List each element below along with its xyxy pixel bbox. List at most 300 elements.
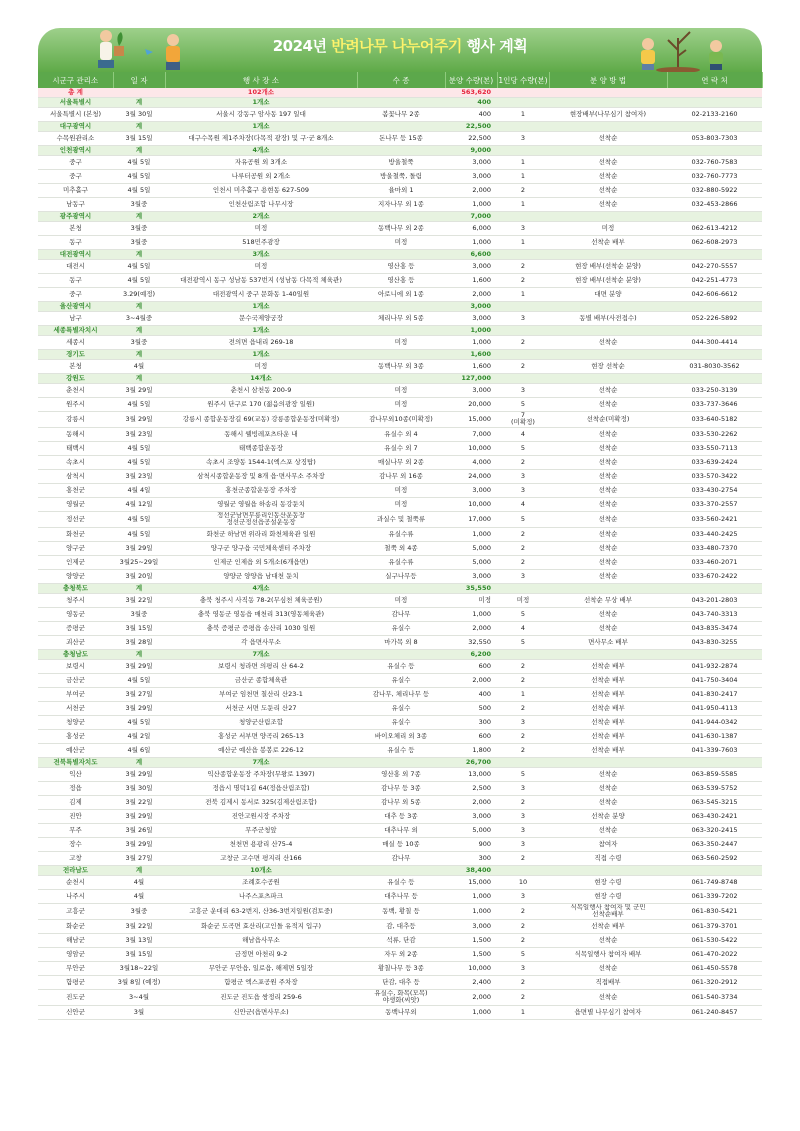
quantity-cell: 3,000: [445, 260, 497, 274]
quantity-cell: 17,000: [445, 511, 497, 527]
species-cell: 돈나무 등 15종: [357, 132, 445, 146]
region-quantity: 127,000: [445, 374, 497, 384]
place-cell: 양양군 양양읍 남대천 둔치: [165, 569, 357, 583]
per-person-cell: 2: [497, 455, 549, 469]
method-cell: 현장 배부(선착순 분양): [549, 274, 667, 288]
empty-cell: [549, 122, 667, 132]
office-cell: 증평군: [38, 621, 113, 635]
empty-cell: [667, 350, 762, 360]
method-cell: 선착순: [549, 823, 667, 837]
date-cell: 3.29(예정): [113, 288, 165, 302]
region-place-count: 1개소: [165, 98, 357, 108]
method-cell: 선착순: [549, 156, 667, 170]
date-cell: 4월 5일: [113, 455, 165, 469]
date-cell: 3월18~22일: [113, 961, 165, 975]
date-cell: 4월 2일: [113, 729, 165, 743]
quantity-cell: 1,600: [445, 360, 497, 374]
method-cell: 선착순: [549, 527, 667, 541]
contact-cell: 031-8030-3562: [667, 360, 762, 374]
contact-cell: 032-760-7773: [667, 170, 762, 184]
total-place-count: 102개소: [165, 88, 357, 98]
office-cell: 괴산군: [38, 635, 113, 649]
method-cell: 선착순: [549, 933, 667, 947]
table-row: [38, 975, 762, 989]
quantity-cell: 1,000: [445, 1005, 497, 1019]
per-person-cell: 3: [497, 961, 549, 975]
region-quantity: 26,700: [445, 757, 497, 767]
region-place-count: 10개소: [165, 865, 357, 875]
event-table: [38, 72, 763, 1020]
place-cell: 홍성군 서부면 양곡리 265-13: [165, 729, 357, 743]
quantity-cell: 7,000: [445, 427, 497, 441]
date-cell: 4월 5일: [113, 398, 165, 412]
contact-cell: 033-670-2422: [667, 569, 762, 583]
date-cell: 3월 15일: [113, 132, 165, 146]
place-cell: 인천산림조합 나무시장: [165, 198, 357, 212]
species-cell: 미정: [357, 593, 445, 607]
quantity-cell: 5,000: [445, 823, 497, 837]
method-cell: 선착순 배부: [549, 687, 667, 701]
empty-cell: [549, 865, 667, 875]
empty-cell: [667, 146, 762, 156]
quantity-cell: 2,000: [445, 184, 497, 198]
table-row: [38, 851, 762, 865]
quantity-cell: 5,000: [445, 555, 497, 569]
quantity-cell: 1,000: [445, 198, 497, 212]
empty-cell: [667, 88, 762, 98]
table-row: [38, 635, 762, 649]
empty-cell: [497, 350, 549, 360]
empty-cell: [357, 649, 445, 659]
region-name: 대구광역시: [38, 122, 113, 132]
date-cell: 4월 5일: [113, 156, 165, 170]
empty-cell: [497, 374, 549, 384]
table-row: [38, 701, 762, 715]
office-cell: 양구군: [38, 541, 113, 555]
empty-cell: [667, 302, 762, 312]
place-cell: 익산종합운동장 주차장(무왕로 1397): [165, 767, 357, 781]
per-person-cell: 3: [497, 483, 549, 497]
method-cell: 선착순: [549, 184, 667, 198]
empty-cell: [497, 757, 549, 767]
place-cell: 서천군 서면 도둔리 산27: [165, 701, 357, 715]
region-place-count: 1개소: [165, 350, 357, 360]
empty-cell: [357, 212, 445, 222]
contact-cell: 052-226-5892: [667, 312, 762, 326]
office-cell: 수목원관리소: [38, 132, 113, 146]
office-cell: 해남군: [38, 933, 113, 947]
contact-cell: 061-470-2022: [667, 947, 762, 961]
place-cell: 예산군 예산읍 봉봉로 226-12: [165, 743, 357, 757]
date-cell: 3월 22일: [113, 919, 165, 933]
total-row: [38, 88, 762, 98]
quantity-cell: 15,000: [445, 875, 497, 889]
species-cell: 유실수 등: [357, 743, 445, 757]
per-person-cell: 5: [497, 767, 549, 781]
table-row: [38, 336, 762, 350]
office-cell: 나주시: [38, 889, 113, 903]
table-row: [38, 781, 762, 795]
date-cell: 3월 27일: [113, 851, 165, 865]
empty-cell: [667, 374, 762, 384]
region-place-count: 3개소: [165, 250, 357, 260]
date-cell: 3월 15일: [113, 947, 165, 961]
method-cell: 선착순: [549, 198, 667, 212]
office-cell: 보령시: [38, 659, 113, 673]
empty-cell: [549, 350, 667, 360]
date-cell: 3월25~29일: [113, 555, 165, 569]
method-cell: 동별 배부(사전접수): [549, 312, 667, 326]
per-person-cell: 2: [497, 989, 549, 1005]
table-row: [38, 823, 762, 837]
per-person-cell: 3: [497, 222, 549, 236]
contact-cell: 032-760-7583: [667, 156, 762, 170]
method-cell: 현장배부(나무심기 참여자): [549, 108, 667, 122]
region-place-count: 7개소: [165, 649, 357, 659]
per-person-cell: 5: [497, 635, 549, 649]
region-name: 광주광역시: [38, 212, 113, 222]
table-row: [38, 621, 762, 635]
region-name: 전북특별자치도: [38, 757, 113, 767]
date-cell: 3월 22일: [113, 593, 165, 607]
method-cell: 선착순: [549, 427, 667, 441]
title-highlight: 반려나무 나누어주기: [331, 37, 462, 55]
region-subtotal-row: [38, 98, 762, 108]
quantity-cell: 22,500: [445, 132, 497, 146]
contact-cell: 033-550-7113: [667, 441, 762, 455]
contact-cell: 061-450-5578: [667, 961, 762, 975]
contact-cell: 043-835-3474: [667, 621, 762, 635]
table-body: [38, 88, 762, 1019]
date-cell: 4월 4일: [113, 483, 165, 497]
contact-cell: 063-539-5752: [667, 781, 762, 795]
contact-cell: 061-830-5421: [667, 903, 762, 919]
method-cell: 선착순: [549, 398, 667, 412]
region-name: 경기도: [38, 350, 113, 360]
per-person-cell: 2: [497, 659, 549, 673]
per-person-cell: 4: [497, 427, 549, 441]
species-cell: 유실수류: [357, 555, 445, 569]
per-person-cell: 5: [497, 398, 549, 412]
per-person-cell: 5: [497, 441, 549, 455]
place-cell: 삼척시종합운동장 및 8개 읍·면사무소 주차장: [165, 469, 357, 483]
empty-cell: [113, 88, 165, 98]
place-cell: 함평군 엑스포공원 주차장: [165, 975, 357, 989]
region-quantity: 1,000: [445, 326, 497, 336]
column-header: 분 양 방 법: [549, 72, 667, 88]
species-cell: 유실수: [357, 673, 445, 687]
per-person-cell: 1: [497, 687, 549, 701]
total-label: 총 계: [38, 88, 113, 98]
method-cell: 선착순 배부: [549, 659, 667, 673]
region-place-count: 2개소: [165, 212, 357, 222]
subtotal-label: 계: [113, 350, 165, 360]
place-cell: 태백종합운동장: [165, 441, 357, 455]
per-person-cell: 3: [497, 837, 549, 851]
empty-cell: [497, 302, 549, 312]
date-cell: 4월: [113, 360, 165, 374]
place-cell: 충북 증평군 증평읍 송산리 1030 일원: [165, 621, 357, 635]
quantity-cell: 24,000: [445, 469, 497, 483]
office-cell: 진안: [38, 809, 113, 823]
region-quantity: 22,500: [445, 122, 497, 132]
empty-cell: [549, 98, 667, 108]
empty-cell: [357, 374, 445, 384]
office-cell: 정읍: [38, 781, 113, 795]
place-cell: 금정면 아천리 9-2: [165, 947, 357, 961]
empty-cell: [667, 122, 762, 132]
method-cell: 선착순: [549, 555, 667, 569]
date-cell: 3월 29일: [113, 701, 165, 715]
quantity-cell: 3,000: [445, 569, 497, 583]
contact-cell: 041-950-4113: [667, 701, 762, 715]
table-row: [38, 569, 762, 583]
place-cell: 영월군 영월읍 하송리 동강둔치: [165, 497, 357, 511]
quantity-cell: 600: [445, 729, 497, 743]
place-cell: 고창군 고수면 평지리 산166: [165, 851, 357, 865]
office-cell: 청주시: [38, 593, 113, 607]
place-cell: 미정: [165, 260, 357, 274]
date-cell: 4월 5일: [113, 441, 165, 455]
method-cell: 직접 수령: [549, 851, 667, 865]
place-cell: 청양군산림조합: [165, 715, 357, 729]
contact-cell: 043-740-3313: [667, 607, 762, 621]
contact-cell: 061-240-8457: [667, 1005, 762, 1019]
table-row: [38, 108, 762, 122]
place-cell: 전북 김제시 동서로 325(김제산림조합): [165, 795, 357, 809]
office-cell: 중구: [38, 288, 113, 302]
quantity-cell: 3,000: [445, 170, 497, 184]
date-cell: 4월 12일: [113, 497, 165, 511]
per-person-cell: 3: [497, 569, 549, 583]
region-subtotal-row: [38, 350, 762, 360]
per-person-cell: 5: [497, 947, 549, 961]
per-person-cell: 3: [497, 823, 549, 837]
table-row: [38, 659, 762, 673]
empty-cell: [497, 98, 549, 108]
region-subtotal-row: [38, 649, 762, 659]
method-cell: 식목일행사 참여자 배부: [549, 947, 667, 961]
method-cell: 선착순 배부: [549, 729, 667, 743]
quantity-cell: 300: [445, 715, 497, 729]
method-cell: 선착순: [549, 483, 667, 497]
species-cell: 감나무, 체리나무 등: [357, 687, 445, 701]
species-cell: 유실수 외 7: [357, 441, 445, 455]
region-name: 강원도: [38, 374, 113, 384]
species-cell: 석류, 단감: [357, 933, 445, 947]
date-cell: 3월 29일: [113, 767, 165, 781]
quantity-cell: 3,000: [445, 384, 497, 398]
empty-cell: [357, 88, 445, 98]
region-subtotal-row: [38, 757, 762, 767]
empty-cell: [497, 649, 549, 659]
per-person-cell: 3: [497, 384, 549, 398]
quantity-cell: 2,400: [445, 975, 497, 989]
office-cell: 영월군: [38, 497, 113, 511]
contact-cell: 063-545-3215: [667, 795, 762, 809]
species-cell: 유실수: [357, 715, 445, 729]
species-cell: 감나무: [357, 851, 445, 865]
table-row: [38, 236, 762, 250]
region-quantity: 7,000: [445, 212, 497, 222]
date-cell: 3월 23일: [113, 427, 165, 441]
method-cell: 선착순: [549, 469, 667, 483]
species-cell: 미정: [357, 336, 445, 350]
table-row: [38, 715, 762, 729]
subtotal-label: 계: [113, 98, 165, 108]
table-row: [38, 989, 762, 1005]
species-cell: 실구나무등: [357, 569, 445, 583]
method-cell: 선착순: [549, 607, 667, 621]
subtotal-label: 계: [113, 250, 165, 260]
empty-cell: [667, 865, 762, 875]
species-cell: 미정: [357, 236, 445, 250]
species-cell: 과실수 및 철쭉류: [357, 511, 445, 527]
species-cell: 감나무 등 3종: [357, 781, 445, 795]
empty-cell: [549, 212, 667, 222]
species-cell: 감나무외10종(미확정): [357, 412, 445, 428]
subtotal-label: 계: [113, 757, 165, 767]
quantity-cell: 1,500: [445, 947, 497, 961]
table-row: [38, 455, 762, 469]
office-cell: 함평군: [38, 975, 113, 989]
empty-cell: [549, 302, 667, 312]
table-row: [38, 441, 762, 455]
method-cell: 선착순: [549, 795, 667, 809]
subtotal-label: 계: [113, 212, 165, 222]
region-place-count: 1개소: [165, 302, 357, 312]
empty-cell: [497, 865, 549, 875]
table-row: [38, 889, 762, 903]
table-row: [38, 198, 762, 212]
date-cell: 4월 6일: [113, 743, 165, 757]
date-cell: 3월 26일: [113, 823, 165, 837]
empty-cell: [667, 583, 762, 593]
method-cell: 참여자: [549, 837, 667, 851]
contact-cell: 063-350-2447: [667, 837, 762, 851]
table-row: [38, 260, 762, 274]
date-cell: 3월 29일: [113, 809, 165, 823]
place-cell: 대전광역시 동구 성남동 537번지 (성남동 다목적 체육관): [165, 274, 357, 288]
office-cell: 본청: [38, 222, 113, 236]
contact-cell: 061-320-2912: [667, 975, 762, 989]
quantity-cell: 900: [445, 837, 497, 851]
office-cell: 장수: [38, 837, 113, 851]
species-cell: 영산홍 등: [357, 274, 445, 288]
empty-cell: [497, 250, 549, 260]
table-row: [38, 132, 762, 146]
region-name: 전라남도: [38, 865, 113, 875]
date-cell: 3월 29일: [113, 659, 165, 673]
per-person-cell: 1: [497, 198, 549, 212]
species-cell: 미정: [357, 483, 445, 497]
table-row: [38, 511, 762, 527]
column-header: 분양 수량(본): [445, 72, 497, 88]
table-row: [38, 184, 762, 198]
per-person-cell: 2: [497, 360, 549, 374]
method-cell: 선착순: [549, 384, 667, 398]
office-cell: 금산군: [38, 673, 113, 687]
per-person-cell: 3: [497, 781, 549, 795]
species-cell: 동백나무 외 3종: [357, 360, 445, 374]
species-cell: 방울철쭉: [357, 156, 445, 170]
quantity-cell: 1,000: [445, 607, 497, 621]
empty-cell: [357, 583, 445, 593]
contact-cell: 063-430-2421: [667, 809, 762, 823]
date-cell: 3월 23일: [113, 469, 165, 483]
species-cell: 감나무: [357, 607, 445, 621]
quantity-cell: 3,000: [445, 809, 497, 823]
per-person-cell: 1: [497, 108, 549, 122]
method-cell: 직접배부: [549, 975, 667, 989]
method-cell: 선착순: [549, 455, 667, 469]
quantity-cell: 10,000: [445, 961, 497, 975]
date-cell: 4월 5일: [113, 715, 165, 729]
species-cell: 방울철쭉, 돌림: [357, 170, 445, 184]
empty-cell: [497, 146, 549, 156]
date-cell: 3월 29일: [113, 412, 165, 428]
contact-cell: 033-737-3646: [667, 398, 762, 412]
table-row: [38, 593, 762, 607]
species-cell: 대추 등 3종: [357, 809, 445, 823]
method-cell: 선착순: [549, 767, 667, 781]
quantity-cell: 1,000: [445, 903, 497, 919]
place-cell: 보령시 청라면 의평리 산 64-2: [165, 659, 357, 673]
region-name: 울산광역시: [38, 302, 113, 312]
contact-cell: 043-830-3255: [667, 635, 762, 649]
subtotal-label: 계: [113, 146, 165, 156]
region-quantity: 400: [445, 98, 497, 108]
empty-cell: [549, 374, 667, 384]
species-cell: 매실나무 외 2종: [357, 455, 445, 469]
species-cell: 철쭉 외 4종: [357, 541, 445, 555]
total-quantity: 563,620: [445, 88, 497, 98]
office-cell: 동구: [38, 236, 113, 250]
per-person-cell: 2: [497, 274, 549, 288]
office-cell: 동해시: [38, 427, 113, 441]
place-cell: 충북 영동군 영동읍 매천리 313(영동체육관): [165, 607, 357, 621]
table-row: [38, 156, 762, 170]
method-cell: 선착순: [549, 511, 667, 527]
contact-cell: 033-440-2425: [667, 527, 762, 541]
office-cell: 영동군: [38, 607, 113, 621]
date-cell: 3월 29일: [113, 837, 165, 851]
place-cell: 진안고원시장 주차장: [165, 809, 357, 823]
office-cell: 남구: [38, 312, 113, 326]
date-cell: 3월중: [113, 198, 165, 212]
method-cell: 선착순: [549, 961, 667, 975]
empty-cell: [357, 146, 445, 156]
quantity-cell: 1,800: [445, 743, 497, 757]
office-cell: 춘천시: [38, 384, 113, 398]
method-cell: 현장 선착순: [549, 360, 667, 374]
region-subtotal-row: [38, 865, 762, 875]
subtotal-label: 계: [113, 326, 165, 336]
place-cell: 충북 청주시 사직동 78-2(무심천 체육공원): [165, 593, 357, 607]
contact-cell: 041-932-2874: [667, 659, 762, 673]
place-cell: 대전광역시 중구 문화동 1-40일원: [165, 288, 357, 302]
per-person-cell: 3: [497, 809, 549, 823]
contact-cell: 043-201-2803: [667, 593, 762, 607]
place-cell: 자유공원 외 3개소: [165, 156, 357, 170]
office-cell: 고창: [38, 851, 113, 865]
region-quantity: 35,550: [445, 583, 497, 593]
office-cell: 순천시: [38, 875, 113, 889]
method-cell: 선착순 무상 배부: [549, 593, 667, 607]
subtotal-label: 계: [113, 583, 165, 593]
place-cell: 고흥군 운대리 63-2번지, 산36-3번지일원(검토중): [165, 903, 357, 919]
contact-cell: 032-880-5922: [667, 184, 762, 198]
